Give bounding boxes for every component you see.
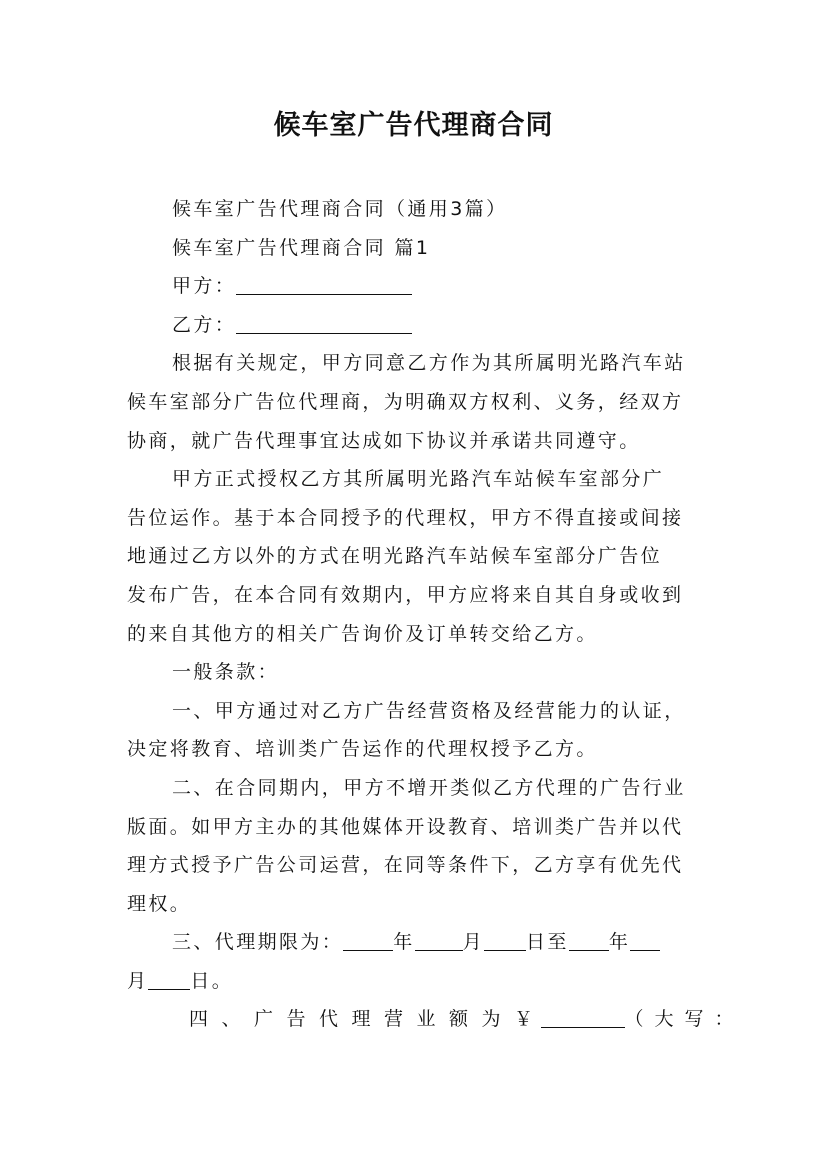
party-a-label: 甲方： xyxy=(172,275,237,298)
clause-4-suffix: （大写： xyxy=(624,1008,745,1031)
end-day-blank xyxy=(148,969,190,990)
day-to-label: 日至 xyxy=(526,931,569,954)
clause-3-prefix: 三、代理期限为： xyxy=(172,931,344,954)
paragraph-line: 二、在合同期内，甲方不增开类似乙方代理的广告行业 xyxy=(172,776,686,799)
party-a-blank xyxy=(236,274,412,295)
clause-4 xyxy=(127,1000,745,1039)
section-heading: 候车室广告代理商合同 篇1 xyxy=(172,236,431,259)
paragraph-line: 候车室部分广告位代理商，为明确双方权利、义务，经双方 xyxy=(127,390,684,413)
paragraph-line: 根据有关规定，甲方同意乙方作为其所属明光路汽车站 xyxy=(172,352,686,375)
clause-1 xyxy=(127,692,703,769)
paragraph-line: 协商，就广告代理事宜达成如下协议并承诺共同遵守。 xyxy=(127,429,641,452)
paragraph-line: 发布广告，在本合同有效期内，甲方应将来自其自身或收到 xyxy=(127,583,684,606)
end-day-label: 日。 xyxy=(190,969,234,992)
amount-blank xyxy=(541,1007,625,1028)
paragraph-line: 告位运作。基于本合同授予的代理权，甲方不得直接或间接 xyxy=(127,506,684,529)
end-year-label: 年 xyxy=(608,931,631,954)
paragraph-1 xyxy=(127,344,703,460)
paragraph-line: 理权。 xyxy=(127,892,192,915)
paragraph-line: 决定将教育、培训类广告运作的代理权授予乙方。 xyxy=(127,738,598,761)
party-b-line xyxy=(127,306,703,345)
paragraph-line: 甲方正式授权乙方其所属明光路汽车站候车室部分广 xyxy=(172,468,665,491)
paragraph-line: 地通过乙方以外的方式在明光路汽车站候车室部分广告位 xyxy=(127,545,663,568)
subtitle: 候车室广告代理商合同（通用3篇） xyxy=(172,198,508,220)
paragraph-line: 的来自其他方的相关广告询价及订单转交给乙方。 xyxy=(127,622,598,645)
month-blank xyxy=(415,930,463,951)
day-blank xyxy=(484,930,526,951)
party-a-line xyxy=(127,267,703,306)
paragraph-2 xyxy=(127,460,703,653)
end-year-blank xyxy=(569,930,609,951)
end-month-label: 月 xyxy=(127,969,149,992)
year-label: 年 xyxy=(393,931,415,954)
document-body xyxy=(127,190,745,1039)
document-title: 候车室广告代理商合同 xyxy=(273,110,554,141)
paragraph-line: 理方式授予广告公司运营，在同等条件下，乙方享有优先代 xyxy=(127,854,684,877)
paragraph-line: 版面。如甲方主办的其他媒体开设教育、培训类广告并以代 xyxy=(127,815,684,838)
clause-2 xyxy=(127,769,703,923)
clause-3 xyxy=(127,923,703,1000)
month-label: 月 xyxy=(462,931,485,954)
clause-3-line-1 xyxy=(127,923,703,962)
general-terms-heading: 一般条款： xyxy=(172,661,280,684)
paragraph-line: 一、甲方通过对乙方广告经营资格及经营能力的认证， xyxy=(172,699,686,722)
end-month-blank xyxy=(630,930,660,951)
year-blank xyxy=(343,930,393,951)
party-b-blank xyxy=(236,313,412,334)
party-b-label: 乙方： xyxy=(172,313,237,336)
clause-3-line-2 xyxy=(127,962,703,1001)
clause-4-prefix: 四、广告代理营业额为￥ xyxy=(189,1008,547,1031)
